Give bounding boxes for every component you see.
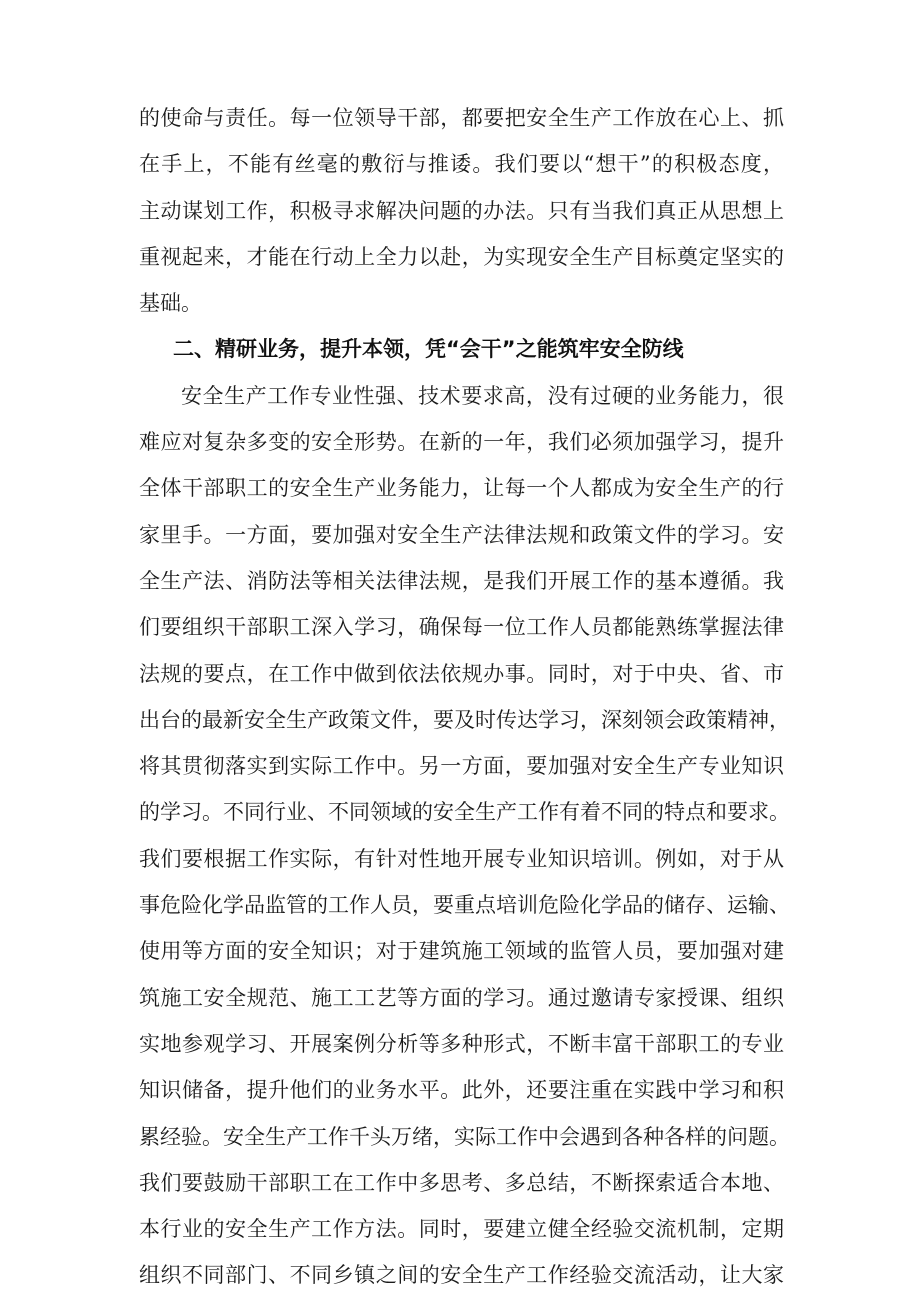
text-line: 基础。 <box>139 291 202 316</box>
text-line: 家里手。一方面，要加强对安全生产法律法规和政策文件的学习。安 <box>139 522 784 547</box>
document-body <box>139 95 790 1299</box>
text-line: 累经验。安全生产工作千头万绪，实际工作中会遇到各种各样的问题。 <box>139 1124 790 1149</box>
text-line: 全生产法、消防法等相关法律法规，是我们开展工作的基本遵循。我 <box>139 568 784 593</box>
text-line: 法规的要点，在工作中做到依法依规办事。同时，对于中央、省、市 <box>139 661 784 686</box>
text-line: 知识储备，提升他们的业务水平。此外，还要注重在实践中学习和积 <box>139 1078 784 1103</box>
text-line: 在手上，不能有丝毫的敷衍与推诿。我们要以“想干”的积极态度， <box>139 152 784 177</box>
text-line: 事危险化学品监管的工作人员，要重点培训危险化学品的储存、运输、 <box>139 893 790 918</box>
text-line: 筑施工安全规范、施工工艺等方面的学习。通过邀请专家授课、组织 <box>139 985 784 1010</box>
text-line: 重视起来，才能在行动上全力以赴，为实现安全生产目标奠定坚实的 <box>139 244 784 269</box>
text-line: 出台的最新安全生产政策文件，要及时传达学习，深刻领会政策精神， <box>139 707 790 732</box>
text-line: 组织不同部门、不同乡镇之间的安全生产工作经验交流活动，让大家 <box>139 1263 784 1288</box>
paragraph-business-skills <box>139 373 790 1299</box>
text-line: 使用等方面的安全知识；对于建筑施工领域的监管人员，要加强对建 <box>139 939 784 964</box>
text-line: 实地参观学习、开展案例分析等多种形式，不断丰富干部职工的专业 <box>139 1031 784 1056</box>
text-line: 们要组织干部职工深入学习，确保每一位工作人员都能熟练掌握法律 <box>139 615 784 640</box>
text-line: 我们要鼓励干部职工在工作中多思考、多总结，不断探索适合本地、 <box>139 1170 784 1195</box>
text-line: 难应对复杂多变的安全形势。在新的一年，我们必须加强学习，提升 <box>139 430 784 455</box>
paragraph-mission <box>139 95 784 326</box>
text-line: 将其贯彻落实到实际工作中。另一方面，要加强对安全生产专业知识 <box>139 754 784 779</box>
text-line: 的学习。不同行业、不同领域的安全生产工作有着不同的特点和要求。 <box>139 800 790 825</box>
text-line: 本行业的安全生产工作方法。同时，要建立健全经验交流机制，定期 <box>139 1217 784 1242</box>
section-heading: 二、精研业务，提升本领，凭“会干”之能筑牢安全防线 <box>173 337 684 362</box>
text-line: 主动谋划工作，积极寻求解决问题的办法。只有当我们真正从思想上 <box>139 198 784 223</box>
text-line: 的使命与责任。每一位领导干部，都要把安全生产工作放在心上、抓 <box>139 106 784 130</box>
text-line: 我们要根据工作实际，有针对性地开展专业知识培训。例如，对于从 <box>139 846 784 871</box>
text-line: 安全生产工作专业性强、技术要求高，没有过硬的业务能力，很 <box>181 383 784 408</box>
text-line: 全体干部职工的安全生产业务能力，让每一个人都成为安全生产的行 <box>139 476 784 501</box>
